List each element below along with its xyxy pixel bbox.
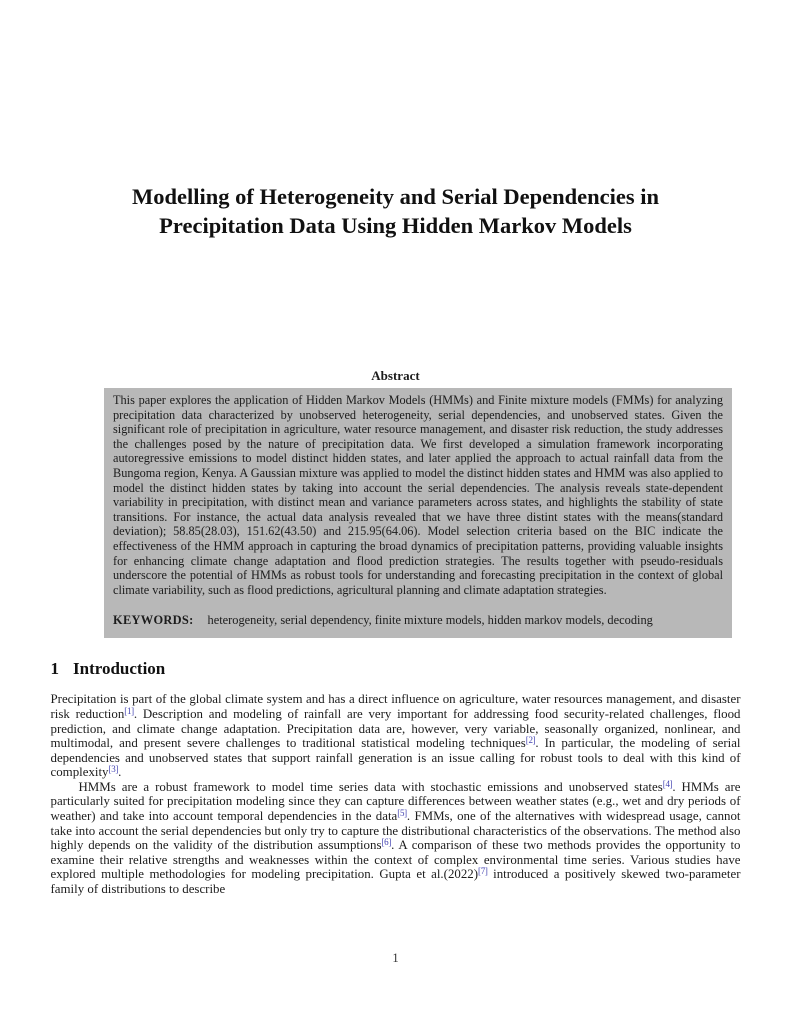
section-heading-introduction xyxy=(51,659,741,679)
abstract-text: This paper explores the application of Hidden Markov Models (HMMs) and Finite mixture models (FMMs) for analyzing precipitation data characterized by unobserved heterogeneity, serial dependencies, and unobserved states. Given the significant role of precipitation in agriculture, water resource management, and disaster risk reduction, the study addresses the challenges posed by the nature of precipitation data. We first developed a simulation framework incorporating autoregressive emissions to model distinct hidden states, and later applied the approach to actual rainfall data from the Bungoma region, Kenya. A Gaussian mixture was applied to model the distinct hidden states and HMM was also applied to model the distinct hidden states by taking into account the serial dependencies. The analysis reveals state-dependent variability in precipitation, with distinct mean and variance parameters across states, and highlights the stability of state transitions. For instance, the actual data analysis revealed that we have three distint states with the means(standard deviation); 58.85(28.03), 151.62(43.50) and 215.95(64.06). Model selection criteria based on the BIC indicate the effectiveness of the HMM approach in capturing the broad dynamics of precipitation patterns, providing valuable insights for enhancing climate change adaptation and flood prediction strategies. The results together with pseudo-residuals underscore the potential of HMMs as robust tools for understanding and forecasting precipitation in the context of global climate variability, such as flood predictions, agricultural planning and climate adaptation strategies. xyxy=(113,393,723,597)
paper-title xyxy=(0,182,791,240)
abstract-heading: Abstract xyxy=(371,368,420,383)
citation-ref[interactable]: [2] xyxy=(525,735,536,746)
keywords-text: heterogeneity, serial dependency, finite mixture models, hidden markov models, decoding xyxy=(207,613,653,628)
keywords-label: KEYWORDS: xyxy=(113,613,194,628)
citation-ref[interactable]: [4] xyxy=(662,778,673,789)
paper-title-line2: Precipitation Data Using Hidden Markov Models xyxy=(159,213,632,238)
citation-ref[interactable]: [5] xyxy=(397,808,407,819)
citation-ref[interactable]: [6] xyxy=(381,837,392,848)
abstract-box xyxy=(104,388,732,638)
intro-paragraph-1: Precipitation is part of the global climate system and has a direct influence on agriculture, water resources management, and disaster risk reduction[1]. Description and modeling of rainfall are very important for addressing food security-related challenges, flood prediction, and climate change adaptation. Precipitation data are, however, very variable, seasonally organized, nonlinear, and multimodal, and present severe challenges to traditional statistical modeling techniques[2]. In particular, the modeling of serial dependencies and unobserved states that support rainfall generation is an issue calling for robust tools to deal with this kind of complexity[3]. xyxy=(50,692,741,780)
section-title: Introduction xyxy=(73,659,166,679)
page-number: 1 xyxy=(392,951,399,965)
section-number: 1 xyxy=(50,659,59,679)
paper-title-line1: Modelling of Heterogeneity and Serial Dependencies in xyxy=(131,184,660,209)
intro-paragraph-2: HMMs are a robust framework to model time series data with stochastic emissions and unobserved states[4]. HMMs are particularly suited for precipitation modeling since they can capture differences between weather states (e.g., wet and dry periods of weather) and take into account temporal dependencies in the data[5]. FMMs, one of the alternatives with widespread usage, cannot take into account the serial dependencies but only try to capture the distributional characteristics of the observations. The method also highly depends on the validity of the distribution assumptions[6]. A comparison of these two methods provides the opportunity to examine their relative strengths and weaknesses within the context of complex environmental time series. Various studies have explored multiple methodologies for modeling precipitation. Gupta et al.(2022)[7] introduced a positively skewed two-parameter family of distributions to describe xyxy=(50,778,741,897)
citation-ref[interactable]: [3] xyxy=(108,764,119,775)
keywords-line xyxy=(113,613,723,628)
citation-ref[interactable]: [1] xyxy=(124,705,134,716)
citation-ref[interactable]: [7] xyxy=(478,866,488,877)
